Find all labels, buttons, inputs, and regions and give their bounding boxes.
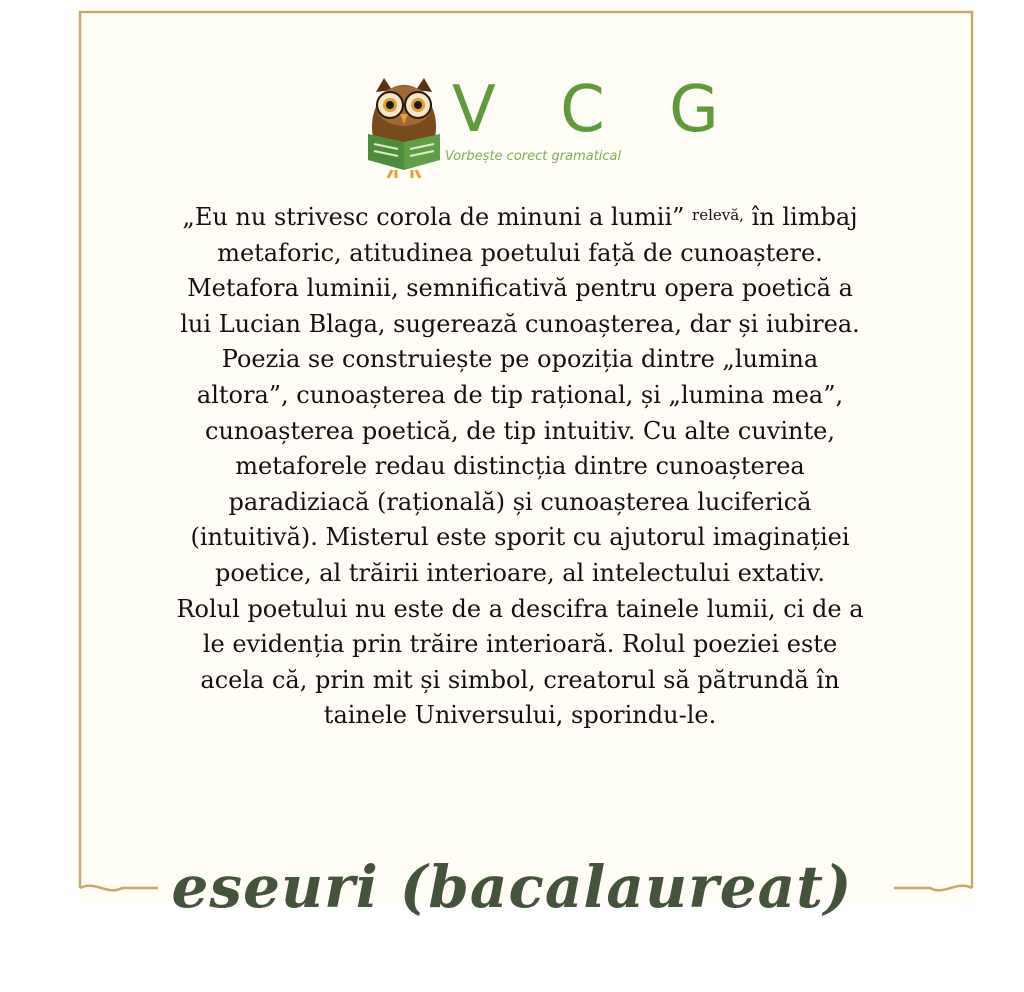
essay-line: tainele Universului, sporindu-le.	[323, 701, 717, 730]
essay-line: poetice, al trăirii interioare, al intelectului extativ.	[214, 558, 826, 587]
essay-line: Rolul poetului nu este de a descifra tainele lumii, ci de a	[176, 594, 864, 623]
essay-line: altora”, cunoașterea de tip rațional, și „lumina mea”,	[196, 380, 844, 409]
essay-line: Metafora luminii, semnificativă pentru opera poetică a	[187, 274, 853, 303]
essay-line: Poezia se construiește pe opoziția dintre „lumina	[221, 345, 819, 374]
essay-line: cunoașterea poetică, de tip intuitiv. Cu alte cuvinte,	[205, 416, 835, 445]
brand-name: V C G	[452, 73, 741, 147]
essay-line: lui Lucian Blaga, sugerează cunoașterea, dar și iubirea.	[180, 309, 860, 338]
essay-line: paradiziacă (rațională) și cunoașterea luciferică	[228, 487, 812, 516]
brand-tagline: Vorbește corect gramatical	[445, 149, 622, 164]
footer-title: eseuri (bacalaureat)	[171, 853, 853, 921]
essay-text	[96, 198, 944, 734]
essay-line: metaforele redau distincția dintre cunoașterea	[235, 452, 805, 481]
essay-line: le evidenția prin trăire interioară. Rolul poeziei este	[202, 630, 838, 659]
essay-line: „Eu nu strivesc corola de minuni a lumii” $^{relevă,}$ în limbaj	[182, 203, 858, 231]
essay-line: acela că, prin mit și simbol, creatorul să pătrundă în	[200, 665, 840, 694]
essay-line: metaforic, atitudinea poetului față de cunoaștere.	[217, 238, 823, 267]
essay-small-word: relevă,	[692, 206, 744, 224]
essay-line: (intuitivă). Misterul este sporit cu ajutorul imaginației	[190, 523, 850, 552]
